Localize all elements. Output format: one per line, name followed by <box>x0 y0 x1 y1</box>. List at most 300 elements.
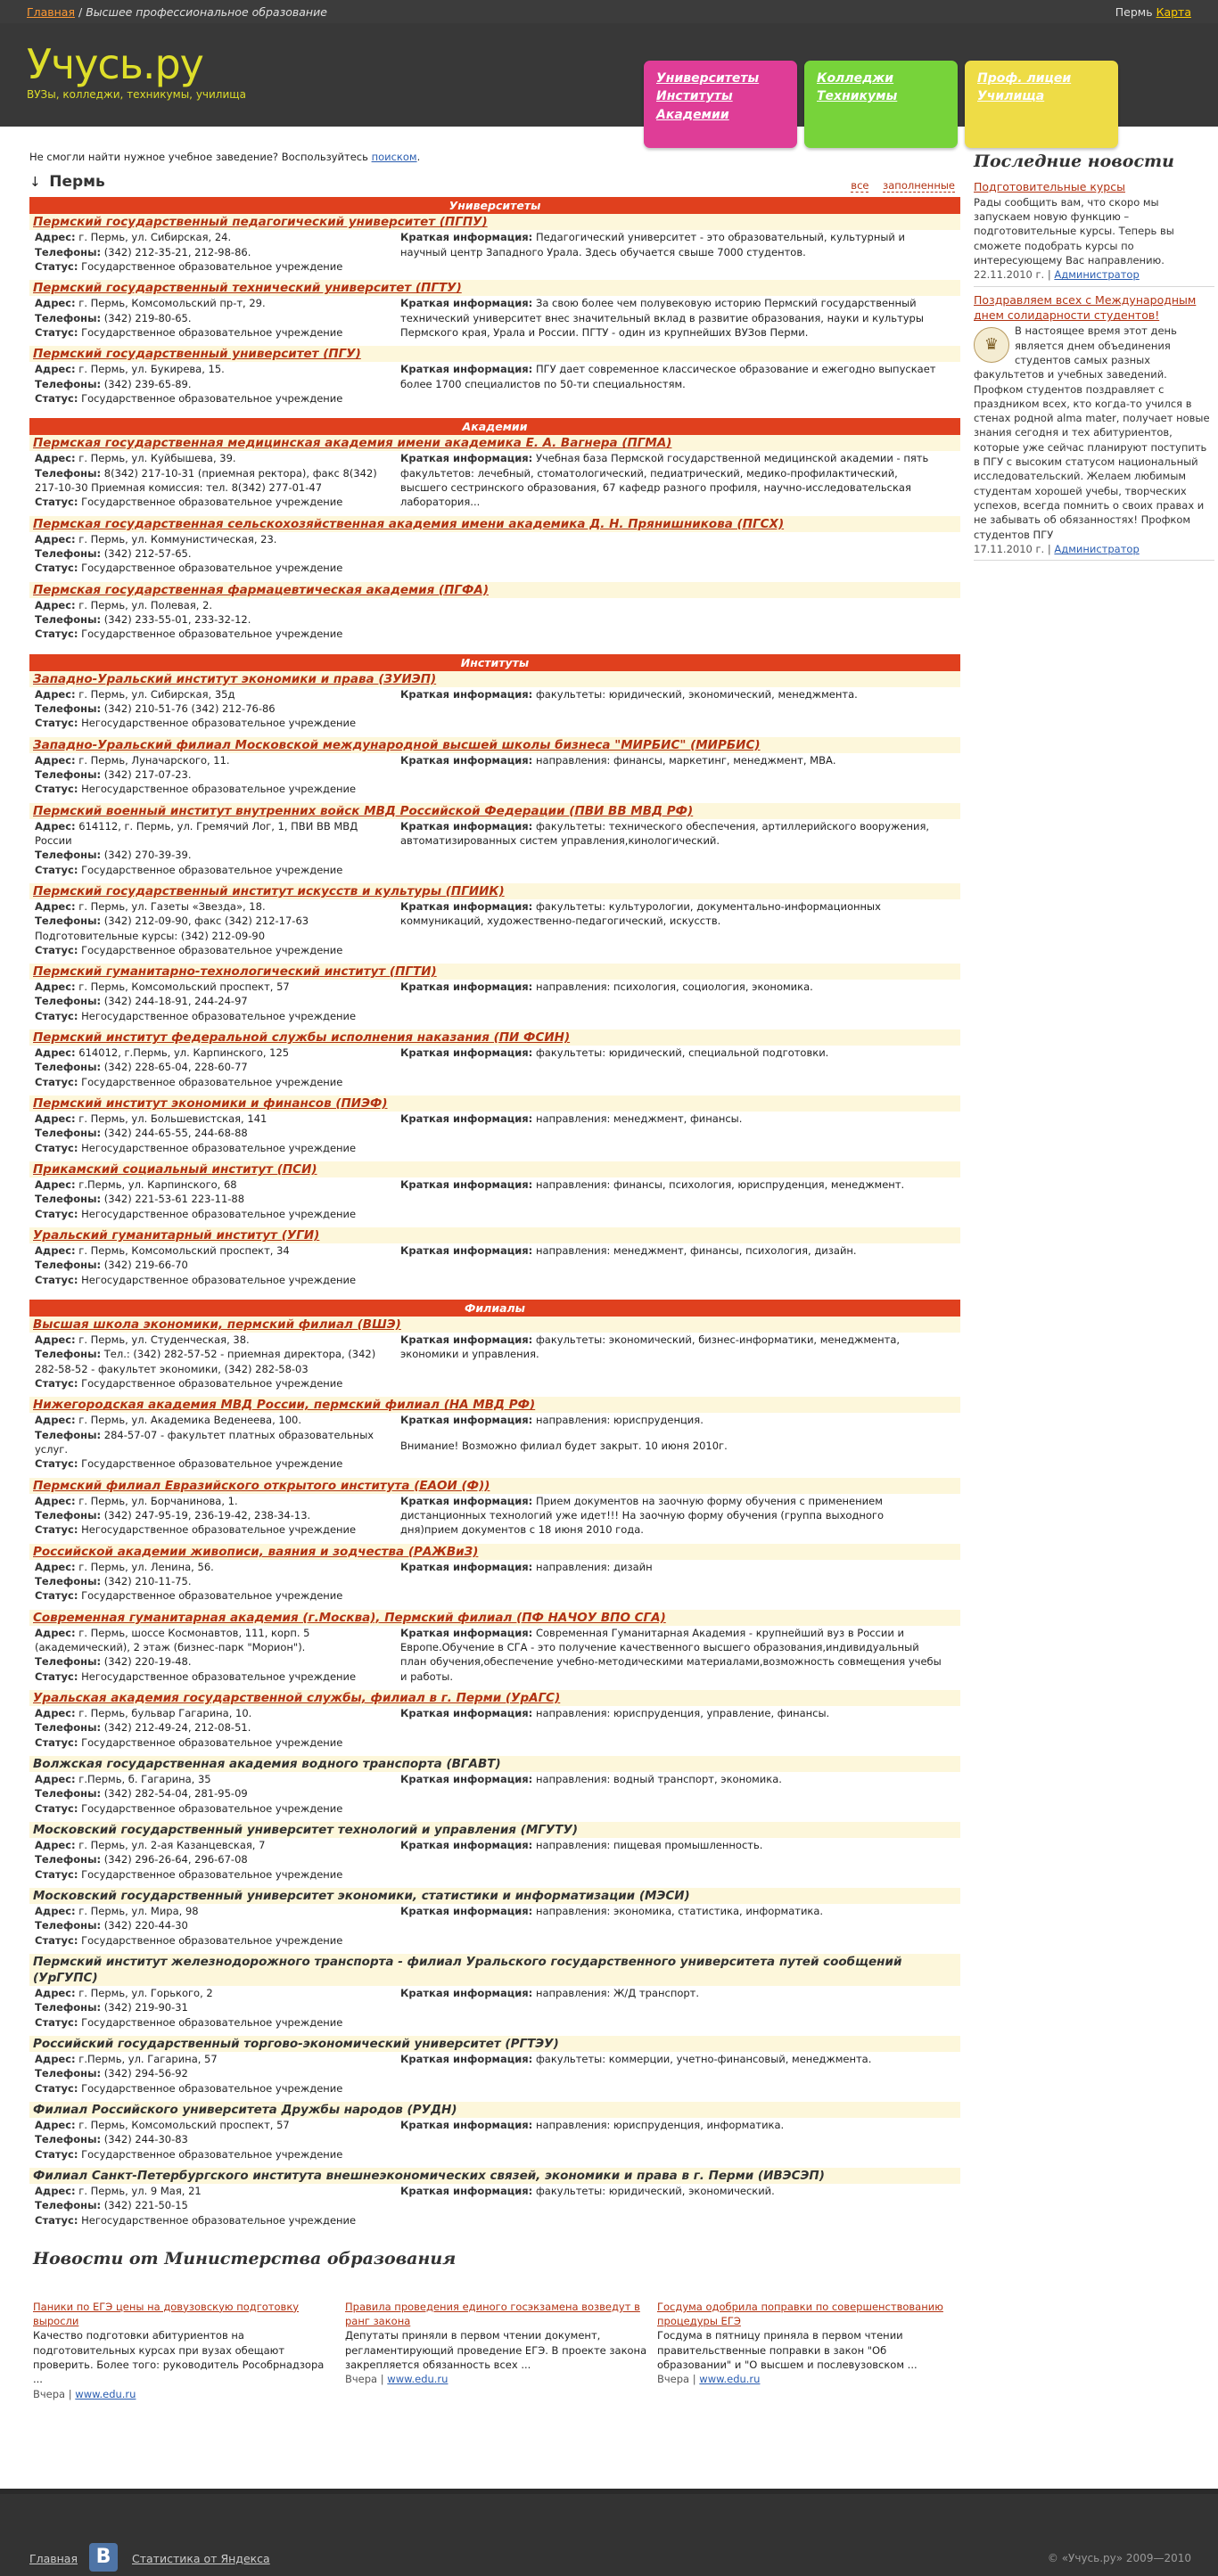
institution-details <box>29 1560 960 1604</box>
address-row <box>35 1494 391 1508</box>
phones-row <box>35 1918 391 1932</box>
phones-row <box>35 546 391 561</box>
ministry-news-sep: | <box>68 2387 72 2400</box>
address-row <box>35 2118 391 2132</box>
institution-contacts <box>35 362 391 406</box>
info-label: Краткая информация: <box>400 1178 533 1192</box>
institution-name-link[interactable]: Пермский государственный университет (ПГУ) <box>33 347 361 362</box>
phones-label: Телефоны: <box>35 1061 102 1074</box>
phones-row <box>35 311 391 325</box>
address-label: Адрес: <box>35 1414 76 1427</box>
institution-card <box>29 1954 960 2030</box>
institution-info <box>400 1626 942 1684</box>
institution-name: Филиал Российского университета Дружбы народов (РУДН) <box>33 2102 457 2117</box>
institution-name-link[interactable]: Прикамский социальный институт (ПСИ) <box>33 1162 317 1177</box>
phones-row <box>35 1720 391 1735</box>
info-value: факультеты: культурологии, документально-информационных коммуникаций, художественно-педагогический, искусств. <box>400 899 881 928</box>
info-value: направления: пищевая промышленность. <box>535 1838 763 1851</box>
institution-name-link[interactable]: Уральский гуманитарный институт (УГИ) <box>33 1228 320 1243</box>
phones-value: (342) 294-56-92 <box>103 2067 188 2080</box>
info-label: Краткая информация: <box>400 1626 533 1639</box>
info-value: направления: водный транспорт, экономика. <box>535 1772 782 1785</box>
phones-label: Телефоны: <box>35 2133 102 2146</box>
sidebar-news-author[interactable]: Администратор <box>1054 268 1140 282</box>
sidebar-news-meta <box>974 267 1214 282</box>
institution-card <box>29 671 960 731</box>
institution-contacts <box>35 1626 391 1684</box>
phones-row <box>35 2132 391 2146</box>
status-row <box>35 627 391 641</box>
institution-info <box>400 1413 942 1453</box>
status-row <box>35 1933 391 1948</box>
phones-value: (342) 239-65-89. <box>103 377 192 390</box>
ministry-news-source[interactable]: www.edu.ru <box>75 2387 136 2400</box>
institution-header <box>29 1161 960 1177</box>
site-header <box>0 23 1218 127</box>
info-label: Краткая информация: <box>400 1772 533 1785</box>
phones-value: (342) 219-66-70 <box>103 1259 188 1272</box>
address-row <box>35 1177 391 1192</box>
info-label: Краткая информация: <box>400 687 533 701</box>
ministry-news-text: Качество подготовки абитуриентов на подготовительных курсах при вузах обещают проверить. Более того: руководитель Рособрнадзора ... <box>33 2329 325 2386</box>
institution-card <box>29 1822 960 1882</box>
phones-label: Телефоны: <box>35 701 102 715</box>
institution-details <box>29 1706 960 1750</box>
phones-value: (342) 219-80-65. <box>103 311 192 324</box>
ministry-news-link[interactable]: Правила проведения единого госэкзамена возведут в ранг закона <box>345 2300 640 2328</box>
ministry-news-title: Новости от Министерства образования <box>33 2248 457 2268</box>
status-row <box>35 943 391 957</box>
phones-label: Телефоны: <box>35 1428 102 1441</box>
institution-details <box>29 1838 960 1882</box>
ministry-news-sep: | <box>380 2373 384 2386</box>
institution-details <box>29 1772 960 1816</box>
institution-header <box>29 671 960 687</box>
institution-contacts <box>35 1413 391 1471</box>
info-value: Прием документов на заочную форму обучения с применением дистанционных технологий уже идет!!! На заочную форму обучения (группа выходного дня)прием документов с 18 июня 2010 года. <box>400 1494 885 1537</box>
info-value: Учебная база Пермской государственной медицинской академии - пять факультетов: лечебный, стоматологический, педиатрический, медико-профилактический, высшего сестринского образования, 67 кафедр разного профиля, научно-исследовательская лаборатория... <box>400 452 929 509</box>
breadcrumb-home-link[interactable]: Главная <box>27 5 75 19</box>
institution-contacts <box>35 1243 391 1287</box>
address-row <box>35 753 391 767</box>
vk-icon[interactable]: В <box>89 2543 118 2572</box>
institution-name-link[interactable]: Пермский филиал Евразийского открытого института (ЕАОИ (Ф)) <box>33 1478 490 1493</box>
sidebar-news-meta <box>974 542 1214 556</box>
institution-name-link[interactable]: Пермский государственный технический университет (ПГТУ) <box>33 281 462 296</box>
status-row <box>35 1009 391 1023</box>
ministry-news-source[interactable]: www.edu.ru <box>699 2373 761 2386</box>
institution-header <box>29 737 960 753</box>
institution-info <box>400 1112 942 1126</box>
address-row <box>35 1626 391 1655</box>
status-row <box>35 2081 391 2096</box>
info-label: Краткая информация: <box>400 231 533 244</box>
status-value: Государственное образовательное учреждение <box>81 325 343 339</box>
tab-universities-link[interactable]: Университеты Институты Академии <box>656 71 760 122</box>
institution-details <box>29 1112 960 1155</box>
institution-contacts <box>35 980 391 1023</box>
status-label: Статус: <box>35 2081 78 2095</box>
status-value: Государственное образовательное учреждение <box>81 259 343 273</box>
status-label: Статус: <box>35 562 78 575</box>
institutions-list <box>29 197 960 2227</box>
ministry-news-sep: | <box>692 2373 696 2386</box>
phones-label: Телефоны: <box>35 995 102 1008</box>
footer-home-link[interactable]: Главная <box>29 2552 78 2565</box>
address-value: г.Пермь, ул. Карпинского, 68 <box>78 1178 237 1192</box>
institution-info <box>400 2052 942 2066</box>
status-value: Негосударственное образовательное учреждение <box>81 783 357 796</box>
institution-card <box>29 1030 960 1089</box>
institution-name-link[interactable]: Уральская академия государственной службы, филиал в г. Перми (УрАГС) <box>33 1690 561 1705</box>
tab-colleges-link[interactable]: Колледжи Техникумы <box>817 71 898 104</box>
address-label: Адрес: <box>35 2118 76 2131</box>
institution-name-link[interactable]: Высшая школа экономики, пермский филиал (ВШЭ) <box>33 1317 401 1333</box>
ministry-news-date: Вчера <box>345 2373 378 2386</box>
address-value: г. Пермь, ул. Коммунистическая, 23. <box>78 532 277 546</box>
phones-label: Телефоны: <box>35 1853 102 1866</box>
sidebar-news-date: 22.11.2010 г. <box>974 268 1045 282</box>
logo-title[interactable]: Учусь.ру <box>27 40 203 88</box>
status-row <box>35 1735 391 1750</box>
address-value: г. Пермь, ул. Горького, 2 <box>78 1986 213 1999</box>
status-row <box>35 1801 391 1816</box>
address-value: г. Пермь, ул. Мира, 98 <box>78 1904 199 1917</box>
institution-info <box>400 819 942 849</box>
institution-details <box>29 1046 960 1089</box>
yandex-stats-link[interactable]: Статистика от Яндекса <box>132 2552 270 2565</box>
status-label: Статус: <box>35 1075 78 1088</box>
phones-value: 284-57-07 - факультет платных образовательных услуг. <box>35 1428 374 1456</box>
info-label: Краткая информация: <box>400 1244 533 1258</box>
institution-details <box>29 980 960 1023</box>
info-label: Краткая информация: <box>400 753 533 767</box>
current-city: Пермь <box>1115 5 1153 19</box>
institution-details <box>29 532 960 576</box>
institution-contacts <box>35 1177 391 1221</box>
status-value: Государственное образовательное учреждение <box>81 1735 343 1749</box>
institution-name-link[interactable]: Западно-Уральский филиал Московской международной высшей школы бизнеса "МИРБИС" (МИРБИС) <box>33 737 761 752</box>
breadcrumb-current: Высшее профессиональное образование <box>86 5 327 19</box>
institution-name-link[interactable]: Пермская государственная фармацевтическая академия (ПГФА) <box>33 582 490 597</box>
status-row <box>35 1376 391 1391</box>
phones-row <box>35 1574 391 1588</box>
status-label: Статус: <box>35 1207 78 1220</box>
info-value: За свою более чем полувековую историю Пермский государственный технический университет внес значительный вклад в развитие образования, науки и культуры Пермского края, Урала и России. ПГТУ - один из крупнейших ВУЗов Перми. <box>400 297 924 339</box>
institution-name-link[interactable]: Пермский гуманитарно-технологический институт (ПГТИ) <box>33 964 437 980</box>
institution-card <box>29 964 960 1023</box>
phones-label: Телефоны: <box>35 1259 102 1272</box>
address-label: Адрес: <box>35 1838 76 1851</box>
institution-card <box>29 803 960 877</box>
institution-info <box>400 1772 942 1786</box>
institution-name-link[interactable]: Пермский институт экономики и финансов (ПИЭФ) <box>33 1096 388 1112</box>
map-link[interactable]: Карта <box>1156 5 1191 19</box>
institution-card <box>29 1161 960 1221</box>
institution-header <box>29 346 960 362</box>
institution-name: Пермский институт железнодорожного транспорта - филиал Уральского государственного университета путей сообщений (УрГУПС) <box>33 1954 902 1985</box>
phones-value: (342) 217-07-23. <box>103 767 192 781</box>
status-row <box>35 2147 391 2162</box>
tab-lyceums-link[interactable]: Проф. лицеи Училища <box>977 71 1072 104</box>
address-row <box>35 899 391 914</box>
phones-row <box>35 1786 391 1801</box>
info-value: Современная Гуманитарная Академия - крупнейший вуз в России и Европе.Обучение в СГА - это получение качественного высшего образования,индивидуальный план обучения,обеспечение учебно-методическими материалами,возможность совмещения учебы и работы. <box>400 1626 942 1683</box>
institution-header <box>29 582 960 598</box>
status-value: Государственное образовательное учреждение <box>81 1589 343 1603</box>
ministry-news-text: Госдума в пятницу приняла в первом чтении правительственные поправки в закон "Об образовании" и "О высшем и послевузовском ... <box>657 2329 918 2372</box>
info-value: Педагогический университет - это образовательный, культурный и научный центр Западного Урала. Здесь обучается свыше 7000 студентов. <box>400 231 906 258</box>
status-value: Государственное образовательное учреждение <box>81 2081 343 2095</box>
institution-header <box>29 1030 960 1046</box>
institution-header <box>29 2102 960 2118</box>
section-header: Университеты <box>29 197 960 214</box>
address-label: Адрес: <box>35 1046 76 1060</box>
institution-card <box>29 582 960 642</box>
institution-contacts <box>35 532 391 576</box>
status-value: Государственное образовательное учреждение <box>81 1933 343 1947</box>
ministry-news-list <box>33 2271 960 2400</box>
city-heading-row <box>29 171 960 191</box>
filter-all[interactable]: все <box>851 179 869 193</box>
institution-info <box>400 687 942 701</box>
institution-header <box>29 1756 960 1772</box>
institution-name-link[interactable]: Современная гуманитарная академия (г.Москва), Пермский филиал (ПФ НАЧОУ ВПО СГА) <box>33 1610 666 1625</box>
institution-header <box>29 435 960 451</box>
institution-header <box>29 516 960 532</box>
institution-details <box>29 1177 960 1221</box>
institution-contacts <box>35 1772 391 1816</box>
ministry-news-source[interactable]: www.edu.ru <box>387 2373 449 2386</box>
phones-row <box>35 848 391 862</box>
status-value: Государственное образовательное учреждение <box>81 1801 343 1815</box>
city-switcher <box>1115 4 1191 21</box>
institution-details <box>29 819 960 877</box>
ministry-news <box>29 2247 960 2400</box>
address-label: Адрес: <box>35 532 76 546</box>
ministry-news-meta <box>345 2372 648 2386</box>
phones-value: (342) 210-11-75. <box>103 1575 192 1588</box>
address-row <box>35 1560 391 1574</box>
address-label: Адрес: <box>35 598 76 611</box>
institution-contacts <box>35 1904 391 1948</box>
institution-info <box>400 1494 942 1538</box>
institution-contacts <box>35 230 391 274</box>
sidebar-news-link[interactable]: Поздравляем всех с Международным днем солидарности студентов! <box>974 292 1197 323</box>
ministry-news-item <box>345 2300 648 2387</box>
search-hint <box>29 150 960 164</box>
status-value: Негосударственное образовательное учреждение <box>81 1207 357 1220</box>
institution-details <box>29 1494 960 1538</box>
institution-header <box>29 803 960 819</box>
status-label: Статус: <box>35 1141 78 1154</box>
ministry-news-link[interactable]: Госдума одобрила поправки по совершенствованию процедуры ЕГЭ <box>657 2300 943 2328</box>
address-value: г. Пермь, Комсомольский проспект, 34 <box>78 1244 290 1258</box>
institution-contacts <box>35 899 391 957</box>
address-label: Адрес: <box>35 687 76 701</box>
phones-label: Телефоны: <box>35 1193 102 1206</box>
sidebar-title: Последние новости <box>974 152 1174 171</box>
address-value: г. Пермь, ул. Куйбышева, 39. <box>78 452 236 465</box>
institution-info <box>400 1046 942 1060</box>
address-value: г. Пермь, ул. Ленина, 56. <box>78 1560 214 1573</box>
institution-contacts <box>35 1986 391 2030</box>
status-value: Государственное образовательное учреждение <box>81 1075 343 1088</box>
address-row <box>35 1112 391 1126</box>
status-label: Статус: <box>35 1523 78 1537</box>
address-value: г. Пермь, бульвар Гагарина, 10. <box>78 1706 252 1719</box>
info-value: направления: финансы, маркетинг, менеджмент, МВА. <box>535 753 836 767</box>
address-value: г. Пермь, ул. Академика Веденеева, 100. <box>78 1414 301 1427</box>
main-column <box>29 127 960 2400</box>
ministry-news-link[interactable]: Паники по ЕГЭ цены на довузовскую подготовку выросли <box>33 2300 300 2328</box>
phones-label: Телефоны: <box>35 546 102 560</box>
search-link[interactable]: поиском <box>371 151 417 163</box>
address-value: 614112, г. Пермь, ул. Гремячий Лог, 1, ПВИ ВВ МВД России <box>35 819 358 847</box>
logo[interactable] <box>27 39 246 103</box>
institution-name-link[interactable]: Западно-Уральский институт экономики и права (ЗУИЭП) <box>33 671 437 686</box>
institution-info <box>400 362 942 391</box>
phones-row <box>35 377 391 391</box>
info-value: направления: юриспруденция, управление, финансы. <box>535 1706 830 1719</box>
info-label: Краткая информация: <box>400 297 533 310</box>
institution-info <box>400 1838 942 1852</box>
address-value: г. Пермь, ул. 9 Мая, 21 <box>78 2184 202 2197</box>
address-row <box>35 1986 391 2000</box>
address-row <box>35 296 391 310</box>
address-label: Адрес: <box>35 1244 76 1258</box>
status-row <box>35 1867 391 1882</box>
institution-details <box>29 230 960 274</box>
institution-name-link[interactable]: Пермский институт федеральной службы исполнения наказания (ПИ ФСИН) <box>33 1030 571 1046</box>
institution-name-link[interactable]: Пермский государственный институт искусств и культуры (ПГИИК) <box>33 883 505 898</box>
address-row <box>35 980 391 994</box>
institution-details <box>29 598 960 642</box>
section-header: Филиалы <box>29 1300 960 1317</box>
institution-details <box>29 753 960 797</box>
institution-name-link[interactable]: Пермский военный институт внутренних войск МВД Российской Федерации (ПВИ ВВ МВД РФ) <box>33 803 694 818</box>
phones-label: Телефоны: <box>35 1655 102 1669</box>
institution-name: Московский государственный университет технологий и управления (МГУТУ) <box>33 1822 579 1837</box>
address-label: Адрес: <box>35 1626 76 1639</box>
institution-details <box>29 2052 960 2096</box>
institution-details <box>29 362 960 406</box>
info-label: Краткая информация: <box>400 1414 533 1427</box>
institution-info <box>400 2118 942 2132</box>
address-label: Адрес: <box>35 1772 76 1785</box>
institution-name-link[interactable]: Нижегородская академия МВД России, пермский филиал (НА МВД РФ) <box>33 1398 536 1413</box>
phones-value: (342) 244-30-83 <box>103 2133 188 2146</box>
info-value: направления: менеджмент, финансы, психология, дизайн. <box>535 1244 857 1258</box>
institution-contacts <box>35 753 391 797</box>
info-label: Краткая информация: <box>400 1112 533 1126</box>
address-row <box>35 362 391 376</box>
institution-name-link[interactable]: Пермский государственный педагогический университет (ПГПУ) <box>33 215 488 230</box>
phones-value: Тел.: (342) 282-57-52 - приемная директора, (342) 282-58-52 - факультет экономики, (342) 282-58-03 <box>35 1348 376 1375</box>
status-row <box>35 1075 391 1089</box>
address-label: Адрес: <box>35 363 76 376</box>
institution-details <box>29 899 960 957</box>
institution-name-link[interactable]: Пермская государственная медицинская академия имени академика Е. А. Вагнера (ПГМА) <box>33 436 672 451</box>
filter-filled[interactable]: заполненные <box>883 179 955 193</box>
institution-contacts <box>35 1838 391 1882</box>
institution-info <box>400 230 942 259</box>
address-value: г. Пермь, Луначарского, 11. <box>78 753 230 767</box>
status-label: Статус: <box>35 325 78 339</box>
phones-row <box>35 1852 391 1866</box>
phones-value: (342) 212-57-65. <box>103 546 192 560</box>
phones-label: Телефоны: <box>35 1575 102 1588</box>
search-hint-text: Не смогли найти нужное учебное заведение? Воспользуйтесь <box>29 151 368 163</box>
status-row <box>35 782 391 796</box>
phones-row <box>35 701 391 716</box>
info-value: факультеты: технического обеспечения, артиллерийского вооружения, автоматизированных систем управления,кинологический. <box>400 819 930 847</box>
address-row <box>35 598 391 612</box>
institution-details <box>29 687 960 731</box>
institution-card <box>29 1227 960 1287</box>
info-label: Краткая информация: <box>400 1333 533 1347</box>
address-label: Адрес: <box>35 1560 76 1573</box>
phones-row <box>35 1508 391 1522</box>
address-value: г. Пермь, ул. Студенческая, 38. <box>78 1333 250 1347</box>
status-value: Государственное образовательное учреждение <box>81 863 343 876</box>
address-value: г. Пермь, шоссе Космонавтов, 111, корп. 5 (академический), 2 этаж (бизнес-парк "Морион"). <box>35 1626 310 1653</box>
status-value: Негосударственное образовательное учреждение <box>81 1523 357 1537</box>
phones-label: Телефоны: <box>35 2199 102 2212</box>
institution-card <box>29 883 960 957</box>
city-heading: Пермь <box>49 173 105 192</box>
address-value: 614012, г.Пермь, ул. Карпинского, 125 <box>78 1046 290 1060</box>
phones-label: Телефоны: <box>35 2067 102 2080</box>
institution-details <box>29 2184 960 2227</box>
status-row <box>35 259 391 274</box>
phones-label: Телефоны: <box>35 1787 102 1801</box>
address-value: г.Пермь, ул. Гагарина, 57 <box>78 2052 218 2065</box>
phones-label: Телефоны: <box>35 311 102 324</box>
institution-contacts <box>35 1706 391 1750</box>
status-label: Статус: <box>35 628 78 641</box>
institution-card <box>29 2102 960 2162</box>
sidebar-news-author[interactable]: Администратор <box>1054 543 1140 556</box>
status-label: Статус: <box>35 1933 78 1947</box>
status-row <box>35 1669 391 1684</box>
status-row <box>35 325 391 340</box>
institution-header <box>29 883 960 899</box>
address-value: г. Пермь, Комсомольский пр-т, 29. <box>78 297 266 310</box>
institution-name: Филиал Санкт-Петербургского института внешнеэкономических связей, экономики и права в г. Перми (ИВЭСЭП) <box>33 2168 825 2183</box>
phones-value: (342) 212-49-24, 212-08-51. <box>103 1721 251 1735</box>
institution-name-link[interactable]: Пермская государственная сельскохозяйственная академия имени академика Д. Н. Прянишникова (ПГСХ) <box>33 516 785 531</box>
phones-label: Телефоны: <box>35 466 102 480</box>
address-label: Адрес: <box>35 297 76 310</box>
address-row <box>35 687 391 701</box>
address-value: г. Пермь, ул. Газеты «Звезда», 18. <box>78 899 266 913</box>
status-row <box>35 716 391 730</box>
address-label: Адрес: <box>35 1333 76 1347</box>
content <box>0 127 1218 2474</box>
institution-card <box>29 1690 960 1750</box>
arrow-down-icon: ↓ <box>29 174 41 191</box>
status-value: Государственное образовательное учреждение <box>81 562 343 575</box>
address-label: Адрес: <box>35 231 76 244</box>
info-label: Краткая информация: <box>400 1560 533 1573</box>
institution-name-link[interactable]: Российской академии живописи, ваяния и зодчества (РАЖВиЗ) <box>33 1544 479 1559</box>
status-label: Статус: <box>35 1009 78 1022</box>
footer-links <box>29 2551 78 2567</box>
address-label: Адрес: <box>35 1904 76 1917</box>
institution-contacts <box>35 1333 391 1391</box>
sidebar-news-link[interactable]: Подготовительные курсы <box>974 179 1125 193</box>
